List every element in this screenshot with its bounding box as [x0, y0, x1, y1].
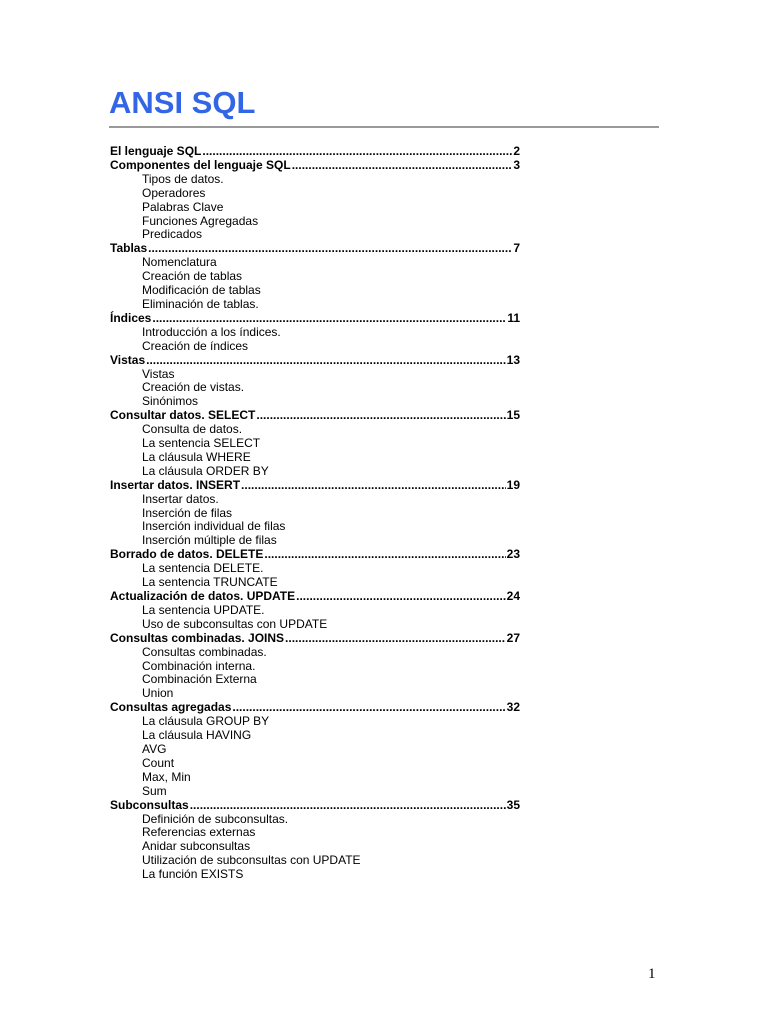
toc-entry-label: Consultas combinadas. JOINS [110, 630, 285, 645]
toc-entry[interactable] [110, 632, 520, 646]
toc-entry-page: 3 [513, 157, 520, 172]
toc-dot-leader [285, 632, 506, 646]
toc-subentry[interactable]: Introducción a los índices. [142, 324, 281, 339]
title-divider [109, 126, 659, 128]
toc-entry[interactable] [110, 354, 520, 368]
toc-subentry[interactable]: Max, Min [142, 769, 191, 784]
toc-entry-page: 23 [506, 547, 520, 562]
toc-subentry[interactable]: Sinónimos [142, 394, 199, 409]
toc-dot-leader [256, 409, 505, 423]
toc-entry-page: 11 [507, 310, 520, 325]
toc-subentry[interactable]: Definición de subconsultas. [142, 811, 289, 826]
toc-entry-label: Subconsultas [110, 797, 189, 812]
toc-entry-page: 24 [506, 589, 520, 603]
toc-entry[interactable] [110, 312, 520, 326]
toc-subentry[interactable]: Creación de índices [142, 338, 249, 353]
toc-entry[interactable] [110, 409, 520, 423]
toc-dot-leader [292, 159, 513, 173]
toc-subentry[interactable]: Inserción de filas [142, 505, 233, 520]
toc-subentry[interactable]: AVG [142, 741, 167, 756]
page-number: 1 [648, 966, 656, 982]
toc-dot-leader [190, 799, 506, 813]
toc-subentry[interactable]: Creación de tablas [142, 269, 243, 284]
toc-entry[interactable] [110, 548, 520, 562]
toc-dot-leader [148, 242, 512, 256]
toc-subentry[interactable]: Consultas combinadas. [142, 644, 267, 659]
toc-entry[interactable] [110, 159, 520, 173]
toc-entry-page: 7 [513, 241, 520, 256]
toc-subentry[interactable]: Inserción individual de filas [142, 519, 286, 534]
toc-subentry[interactable]: Count [142, 755, 175, 770]
toc-dot-leader [202, 145, 512, 159]
toc-entry-label: Borrado de datos. DELETE [110, 547, 264, 562]
toc-dot-leader [296, 590, 506, 604]
toc-subentry[interactable]: Vistas [142, 366, 175, 381]
toc-entry-label: Tablas [110, 241, 148, 256]
toc-subentry[interactable]: La cláusula ORDER BY [142, 463, 269, 478]
toc-dot-leader [152, 312, 506, 326]
toc-subentry[interactable]: La cláusula HAVING [142, 728, 252, 743]
toc-subentry[interactable]: La función EXISTS [142, 867, 244, 882]
toc-entry-page: 19 [506, 477, 520, 492]
toc-dot-leader [264, 548, 505, 562]
table-of-contents [110, 145, 520, 882]
toc-entry-label: Insertar datos. INSERT [110, 477, 241, 492]
toc-dot-leader [146, 354, 506, 368]
toc-subentry[interactable]: Union [142, 686, 174, 701]
toc-subentry[interactable]: Nomenclatura [142, 255, 217, 270]
toc-subentry[interactable]: Combinación interna. [142, 658, 256, 673]
toc-subentry[interactable]: Operadores [142, 185, 206, 200]
toc-subentry[interactable]: Sum [142, 783, 167, 798]
toc-entry[interactable] [110, 242, 520, 256]
toc-entry-page: 32 [506, 700, 520, 715]
toc-entry-label: Componentes del lenguaje SQL [110, 157, 291, 172]
toc-entry-page: 13 [506, 352, 520, 367]
toc-subentry[interactable]: Combinación Externa [142, 672, 257, 687]
toc-subentry[interactable]: La sentencia DELETE. [142, 561, 264, 576]
toc-subentry[interactable]: Uso de subconsultas con UPDATE [142, 616, 328, 631]
toc-subentry[interactable]: La cláusula GROUP BY [142, 714, 270, 729]
toc-subentry[interactable]: La sentencia UPDATE. [142, 602, 265, 617]
toc-subentry[interactable]: Tipos de datos. [142, 171, 224, 186]
toc-subentry[interactable]: Creación de vistas. [142, 380, 245, 395]
toc-subentry[interactable]: Inserción múltiple de filas [142, 533, 277, 548]
toc-dot-leader [241, 479, 506, 493]
toc-subentry[interactable]: Consulta de datos. [142, 422, 243, 437]
toc-subentry[interactable]: La cláusula WHERE [142, 449, 251, 464]
toc-subentry[interactable]: Referencias externas [142, 825, 256, 840]
toc-subentry[interactable]: Modificación de tablas [142, 283, 261, 298]
toc-entry-label: Consultas agregadas [110, 700, 232, 715]
toc-entry-label: Vistas [110, 352, 146, 367]
toc-subentry[interactable]: La sentencia TRUNCATE [142, 575, 278, 590]
toc-entry[interactable] [110, 479, 520, 493]
document-title: ANSI SQL [109, 85, 256, 120]
toc-subentry[interactable]: Palabras Clave [142, 199, 224, 214]
toc-entry-page: 35 [506, 797, 520, 812]
toc-subentry[interactable]: Funciones Agregadas [142, 213, 259, 228]
toc-entry-page: 27 [506, 630, 520, 645]
toc-entry[interactable] [110, 145, 520, 159]
toc-dot-leader [232, 701, 505, 715]
toc-subentry[interactable]: Insertar datos. [142, 491, 219, 506]
toc-entry[interactable] [110, 590, 520, 604]
toc-subentry[interactable]: Predicados [142, 227, 203, 242]
toc-subentry[interactable]: La sentencia SELECT [142, 436, 261, 451]
toc-entry-label: Índices [110, 310, 152, 325]
toc-entry[interactable] [110, 701, 520, 715]
toc-subentry[interactable]: Eliminación de tablas. [142, 296, 259, 311]
toc-entry-page: 2 [513, 144, 520, 158]
toc-entry-label: El lenguaje SQL [110, 144, 202, 158]
toc-entry[interactable] [110, 799, 520, 813]
toc-entry-page: 15 [506, 408, 520, 423]
toc-subentry[interactable]: Utilización de subconsultas con UPDATE [142, 853, 361, 868]
toc-subentry[interactable]: Anidar subconsultas [142, 839, 251, 854]
toc-entry-label: Consultar datos. SELECT [110, 408, 256, 423]
toc-entry-label: Actualización de datos. UPDATE [110, 589, 296, 603]
